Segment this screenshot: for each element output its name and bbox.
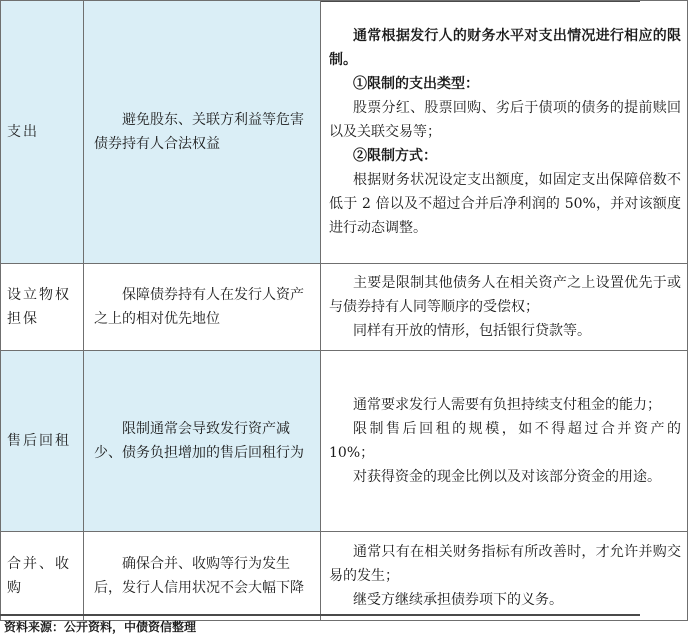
detail-line: 通常只有在相关财务指标有所改善时，才允许并购交易的发生；: [329, 544, 681, 584]
detail-line: ②限制方式：: [353, 148, 437, 164]
detail-cell: [321, 1, 688, 264]
detail-line: 同样有开放的情形，包括银行贷款等。: [353, 323, 591, 339]
detail-line: 通常要求发行人需要有负担持续支付租金的能力；: [353, 397, 661, 413]
detail-line: 对获得资金的现金比例以及对该部分资金的用途。: [353, 469, 661, 485]
type-cell: [1, 532, 84, 621]
detail-cell: [321, 532, 688, 621]
purpose-label: 保障债券持有人在发行人资产之上的相对优先地位: [94, 287, 304, 327]
table-row: [1, 264, 688, 351]
purpose-label: 确保合并、收购等行为发生后，发行人信用状况不会大幅下降: [94, 556, 304, 596]
detail-line: 主要是限制其他债务人在相关资产之上设置优先于或与债券持有人同等顺序的受偿权；: [329, 275, 681, 315]
table-row: [1, 351, 688, 532]
detail-line: 股票分红、股票回购、劣后于债项的债务的提前赎回以及关联交易等；: [329, 100, 681, 140]
table-row: [1, 1, 688, 264]
type-label: 合并、收购: [7, 556, 71, 596]
detail-cell: [321, 264, 688, 351]
source-note: 资料来源：公开资料，中债资信整理: [4, 620, 197, 634]
detail-cell: [321, 351, 688, 532]
type-cell: [1, 1, 84, 264]
type-cell: [1, 351, 84, 532]
purpose-label: 避免股东、关联方利益等危害债券持有人合法权益: [94, 112, 304, 152]
purpose-cell: [84, 1, 321, 264]
detail-line: 限制售后回租的规模，如不得超过合并资产的 10%；: [329, 421, 681, 461]
purpose-cell: [84, 264, 321, 351]
detail-line: 继受方继续承担债券项下的义务。: [353, 592, 563, 608]
purpose-cell: [84, 532, 321, 621]
type-cell: [1, 264, 84, 351]
type-label: 设立物权担保: [7, 287, 71, 327]
bottom-rule: [0, 614, 640, 616]
detail-line: ①限制的支出类型：: [353, 76, 479, 92]
table-row: [1, 532, 688, 621]
purpose-cell: [84, 351, 321, 532]
detail-line: 根据财务状况设定支出额度，如固定支出保障倍数不低于 2 倍以及不超过合并后净利润的 50%，并对该额度进行动态调整。: [329, 172, 681, 236]
type-label: 售后回租: [7, 433, 71, 449]
type-label: 支出: [7, 124, 39, 140]
purpose-label: 限制通常会导致发行资产减少、债务负担增加的售后回租行为: [94, 421, 304, 461]
detail-line: 通常根据发行人的财务水平对支出情况进行相应的限制。: [329, 28, 681, 68]
